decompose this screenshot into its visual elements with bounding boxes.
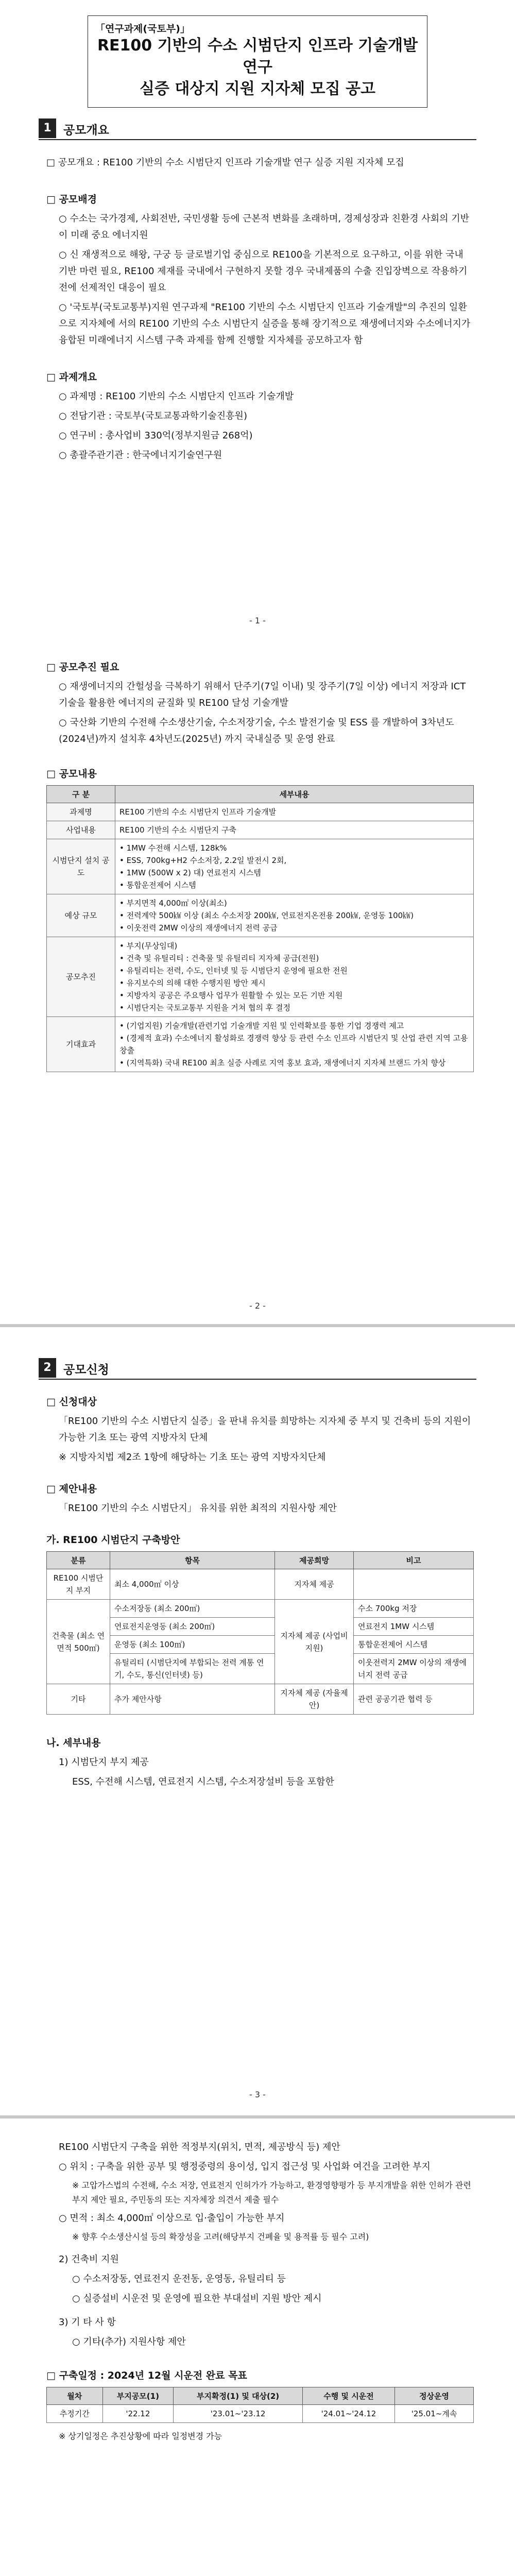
apply-heading: □ 신청대상 [46,1396,97,1408]
detail-heading: 1) 시범단지 부지 제공 [59,1757,149,1768]
row-item: 수소저장동 (최소 200㎡) [110,1600,275,1618]
table-row [47,821,474,839]
section-number: 1 [39,118,56,138]
section-header-1 [39,118,476,140]
row-note: 통합운전제어 시스템 [354,1636,474,1654]
project-item: ○ 전담기관 : 국토부(국토교통과학기술진흥원) [59,411,247,421]
schedule-cell: '24.01~'24.12 [302,2405,394,2423]
row-content: RE100 기반의 수소 시범단지 구축 [115,821,474,839]
subsection-a: 가. RE100 시범단지 구축방안 [46,1534,180,1546]
table-header: 부지확정(1) 및 대상(2) [174,2387,303,2405]
row-item: 연료전지운영동 (최소 200㎡) [110,1618,275,1636]
schedule-cell: '23.01~'23.12 [174,2405,303,2423]
table-header: 수행 및 시운전 [302,2387,394,2405]
other-item: ○ 기타(추가) 지원사항 제안 [72,2336,186,2347]
table-row [47,1017,474,1072]
table-header: 항목 [110,1552,275,1569]
row-offer: 지자체 제공 [275,1569,354,1600]
build-plan-table [46,1551,474,1715]
row-label: 기대효과 [47,1017,115,1072]
apply-block [46,1394,474,1793]
title-line-2: 실증 대상지 지원 지자체 모집 공고 [140,80,375,98]
site-item: ○ 위치 : 구축을 위한 공부 및 행정중령의 용이성, 입지 접근성 및 사업화 여건을 고려한 부지 [59,2161,431,2172]
row-note: 관련 공공기관 협력 등 [354,1684,474,1715]
row-content: • 1MW 수전해 시스템, 128k% • ESS, 700kg+H2 수소저장, 2.2일 발전시 2회, • 1MW (500W x 2) 대) 연료전지 시스템 • 통합운전제어 시스템 [115,839,474,894]
other-heading: 3) 기 타 사 항 [59,2317,116,2328]
table-header: 부지공모(1) [102,2387,174,2405]
site-note: ※ 고압가스법의 수전해, 수소 저장, 연료전지 인허가가 가능하고, 환경영향평가 등 부지개발을 위한 인허가 관련 부지 제안 필요, 주민동의 또는 지자체장 의견서 제출 필수 [72,2180,471,2205]
row-content: • (기업지원) 기술개발(관련기업 기술개발 지원 및 인력확보를 통한 기업 경쟁력 제고 • (경제적 효과) 수소에너지 활성화로 경쟁력 향상 등 관련 수소 인프라 시범단지 및 산업 관련 지역 고용 창출 • (지역특화) 국내 RE100 최초 실증 사례로 지역 홍보 효과, 재생에너지 지자체 브랜드 가치 향상 [115,1017,474,1072]
schedule-note: ※ 상기일정은 추진상황에 따라 일정변경 가능 [59,2431,222,2441]
schedule-cell: '22.12 [102,2405,174,2423]
row-category: 건축물 (최소 연면적 500㎡) [47,1600,110,1684]
row-category: RE100 시범단지 부지 [47,1569,110,1600]
need-heading: □ 공모추진 필요 [46,662,119,673]
support-item: ○ 수소저장동, 연료전지 운전동, 운영동, 유틸리티 등 [72,2274,286,2284]
row-note: 수소 700kg 저장 [354,1600,474,1618]
row-label: 시범단지 설치 공도 [47,839,115,894]
row-note: 이웃전력지 2MW 이상의 재생에너지 전력 공급 [354,1654,474,1684]
page-4 [0,2119,515,2576]
section-header-2 [39,1358,476,1380]
table-header: 월차 [47,2387,103,2405]
site-block [46,2139,474,2447]
table-row [47,1654,474,1684]
schedule-cell: 추정기간 [47,2405,103,2423]
table-row [47,1618,474,1636]
row-item: 최소 4,000㎡ 이상 [110,1569,275,1600]
table-header: 제공희망 [275,1552,354,1569]
build-schedule-table [46,2387,474,2423]
section-label: 공모신청 [63,1363,109,1377]
overview-summary: □ 공모개요 : RE100 기반의 수소 시범단지 인프라 기술개발 연구 실증 지원 지자체 모집 [46,157,404,168]
need-block [46,659,474,1072]
row-item: 추가 제안사항 [110,1684,275,1715]
row-label: 예상 규모 [47,894,115,937]
table-row [47,1636,474,1654]
page-number: - 1 - [249,616,266,625]
background-heading: □ 공모배경 [46,194,97,205]
row-offer: 지자체 제공 (자율제안) [275,1684,354,1715]
content-heading: □ 공모내용 [46,768,97,779]
support-item: ○ 실증설비 시운전 및 운영에 필요한 부대설비 지원 방안 제시 [72,2293,322,2304]
background-item: ○ '국토부(국토교통부)지원 연구과제 "RE100 기반의 수소 시범단지 인프라 기술개발"의 추진의 일환으로 지자체에 서의 RE100 기반의 수소 시범단지 실증을 통해 장기적으로 재생에너지와 수소에너지가 융합된 미래에너지 시스템 구축 과제를 함께 진행할 지자체를 공모하고자 함 [59,302,471,346]
page-1 [0,0,515,639]
site-item: ○ 면적 : 최소 4,000㎡ 이상으로 입·출입이 가능한 부지 [59,2213,285,2224]
table-row [47,1600,474,1618]
row-label: 과제명 [47,803,115,821]
project-heading: □ 과제개요 [46,371,97,383]
apply-note: ※ 지방자치법 제2조 1항에 해당하는 기초 또는 광역 지방자치단체 [59,1452,326,1463]
background-item: ○ 신 재생적으로 해왕, 구궁 등 글로벌기업 중심으로 RE100을 기본적으로 요구하고, 이를 위한 국내 기반 마련 필요, RE100 제재를 국내에서 구현하지 못할 경우 국내제품의 수출 진입장벽으로 작용하기 전에 선제적인 대응이 필요 [59,249,468,293]
row-category: 기타 [47,1684,110,1715]
document-title-box [88,15,427,108]
project-item: ○ 총괄주관기관 : 한국에너지기술연구원 [59,450,222,461]
subsection-b: 나. 세부내용 [46,1737,101,1749]
section-number: 2 [39,1358,56,1378]
row-content: • 부지면적 4,000㎡ 이상(최소) • 전력계약 500㎾ 이상 (최소 수소저장 200㎾, 연료전지온전용 200㎾, 운영동 100㎾) • 이웃전력 2MW 이상의 재생에너지 전력 공급 [115,894,474,937]
content-table [46,785,474,1072]
page-3 [0,1327,515,2115]
site-item: RE100 시범단지 구축을 위한 적정부지(위치, 면적, 제공방식 등) 제안 [59,2142,340,2153]
row-content: • 부지(무상임대) • 건축 및 유틸리티 : 건축물 및 유틸리티 지자체 공급(전원) • 유틸리티는 전력, 수도, 인터넷 및 등 시범단지 운영에 필요한 전원 • 유지보수의 의해 대한 수행지원 방안 제시 • 지방자치 공공은 주요행사 업무가 원활할 수 있는 모든 기반 지원 • 시범단지는 국토교통부 지원을 거쳐 협의 후 결정 [115,937,474,1017]
detail-text: ESS, 수전해 시스템, 연료전지 시스템, 수소저장설비 등을 포함한 [72,1776,334,1787]
row-note: 연료전지 1MW 시스템 [354,1618,474,1636]
row-item: 유틸리티 (시범단지에 부합되는 전력 계통 연기, 수도, 통신(인터넷) 등) [110,1654,275,1684]
table-header: 구 분 [47,786,115,803]
need-item: ○ 국산화 기반의 수전해 수소생산기술, 수소저장기술, 수소 발전기술 및 ESS 를 개발하여 3차년도(2024년)까지 설치후 4차년도(2025년) 까지 국내실증 및 운영 완료 [59,717,454,744]
row-label: 사업내용 [47,821,115,839]
table-row [47,2405,474,2423]
row-note [354,1569,474,1600]
project-item: ○ 연구비 : 총사업비 330억(정부지원금 268억) [59,430,253,441]
table-header: 분류 [47,1552,110,1569]
table-row [47,937,474,1017]
schedule-cell: '25.01~계속 [395,2405,474,2423]
row-label: 공모추진 [47,937,115,1017]
title-line-1: RE100 기반의 수소 시범단지 인프라 기술개발 연구 [97,37,418,76]
need-item: ○ 재생에너지의 간헐성을 극복하기 위해서 단주기(7일 이내) 및 장주기(7일 이상) 에너지 저장과 ICT 기술을 활용한 에너지의 균질화 및 RE100 달성 기술개발 [59,681,466,708]
section-label: 공모개요 [63,124,109,137]
background-item: ○ 수소는 국가경제, 사회전반, 국민생활 등에 근본적 변화를 초래하며, 경제성장과 친환경 사회의 기반이 미래 중요 에너지원 [59,213,470,241]
page-number: - 2 - [249,1301,266,1311]
schedule-heading: □ 구축일정 : 2024년 12월 시운전 완료 목표 [46,2370,247,2381]
table-header: 정상운영 [395,2387,474,2405]
row-item: 운영동 (최소 100㎡) [110,1636,275,1654]
site-note: ※ 향후 수소생산시설 등의 확장성을 고려(해당부지 건폐율 및 용적률 등 필수 고려) [72,2232,369,2242]
project-item: ○ 과제명 : RE100 기반의 수소 시범단지 인프라 기술개발 [59,391,294,402]
table-row [47,894,474,937]
table-row [47,839,474,894]
table-row [47,1684,474,1715]
table-header: 세부내용 [115,786,474,803]
overview-block [46,155,474,467]
support-heading: 2) 건축비 지원 [59,2254,119,2265]
proposal-text: 「RE100 기반의 수소 시범단지」 유치를 위한 최적의 지원사항 제안 [59,1503,337,1514]
row-offer: 지자체 제공 (사업비 지원) [275,1600,354,1684]
table-header: 비고 [354,1552,474,1569]
table-row [47,803,474,821]
page-number: - 3 - [249,2090,266,2099]
proposal-heading: □ 제안내용 [46,1483,97,1495]
table-row [47,1569,474,1600]
apply-text: 「RE100 기반의 수소 시범단지 실증」을 판내 유치를 희망하는 지자체 중 부지 및 건축비 등의 지원이 가능한 기초 또는 광역 지방자치 단체 [59,1416,471,1443]
page-2 [0,639,515,1324]
project-tag: 「연구과제(국토부)」 [95,23,190,35]
row-content: RE100 기반의 수소 시범단지 인프라 기술개발 [115,803,474,821]
